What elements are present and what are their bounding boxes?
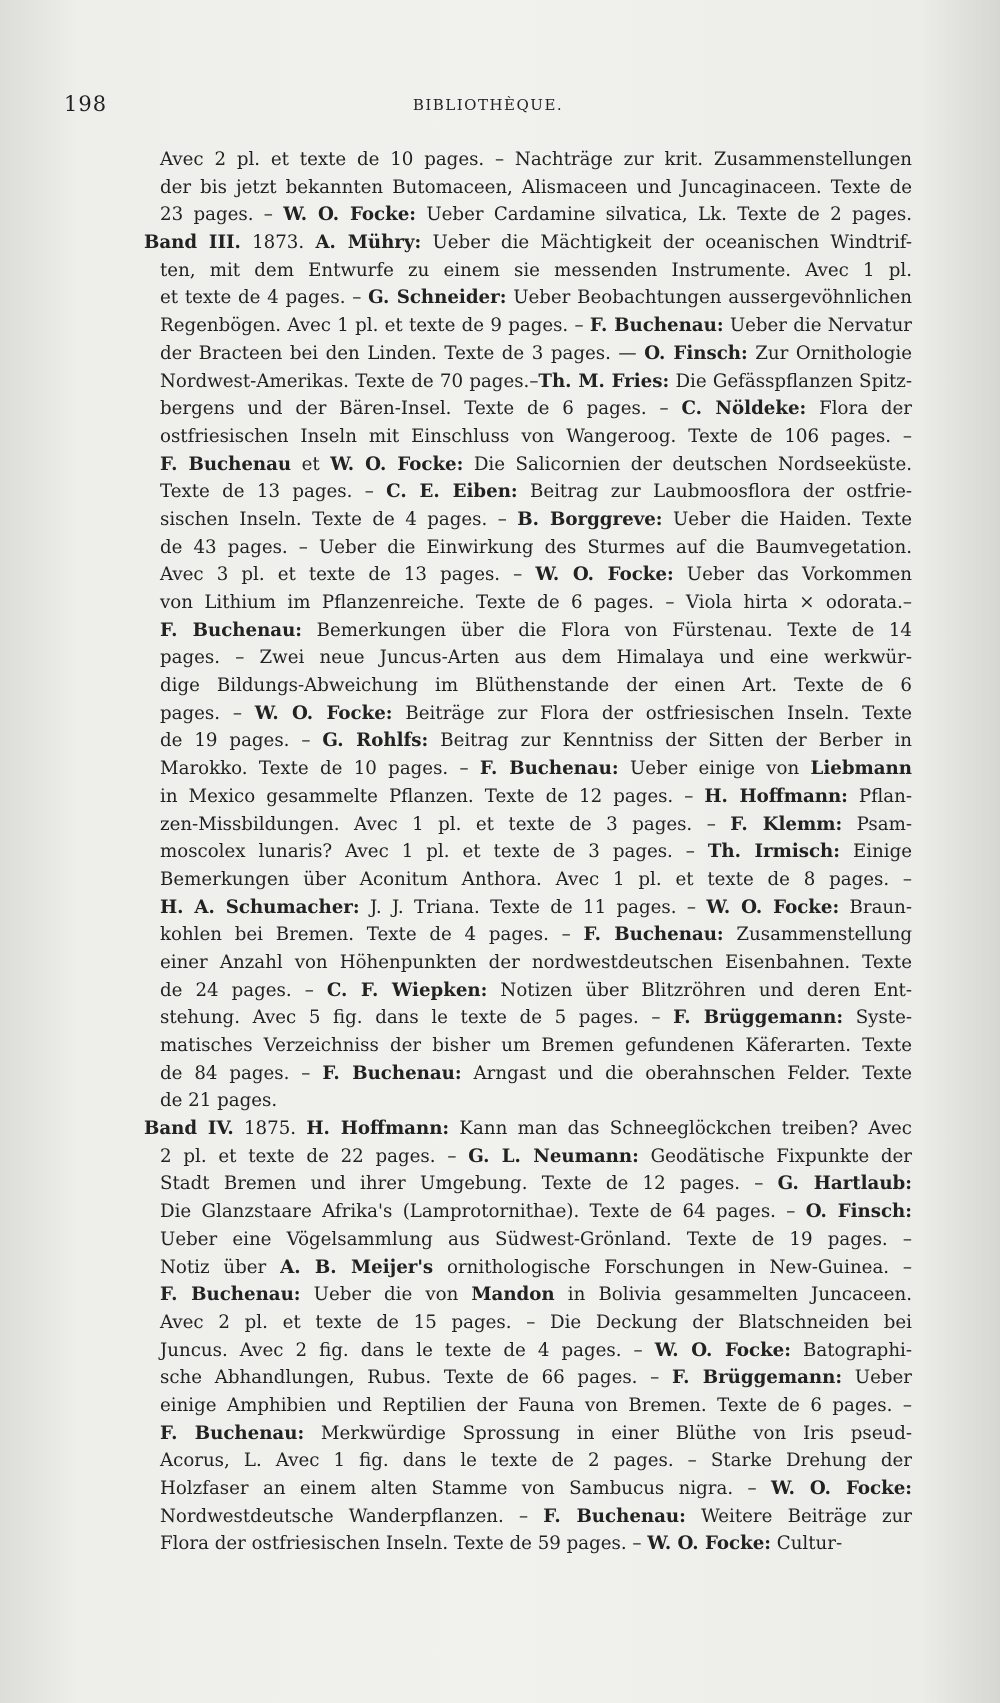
text-segment: Weitere Beiträge zur [685, 1505, 912, 1527]
text-line [160, 368, 912, 396]
text-segment: Texte de 13 pages. – [160, 481, 387, 503]
author-name: W. O. Focke: [647, 1533, 771, 1555]
text-segment: zen-Missbildungen. Avec 1 pl. et texte de 3 pages. – [160, 813, 731, 835]
text-segment: Bemerkungen über die Flora von Fürstenau. Texte de 14 [302, 619, 913, 641]
text-segment: Einige [840, 841, 913, 863]
author-name: H. A. Schumacher: [160, 896, 360, 918]
text-segment: Acorus, L. Avec 1 fig. dans le texte de 2 pages. – Starke Drehung der [160, 1450, 912, 1472]
text-segment: Ueber die Nervatur [723, 315, 912, 337]
text-segment: et [291, 453, 331, 475]
text-line [160, 451, 912, 479]
text-segment: Pflan- [847, 785, 912, 807]
text-segment: Psam- [842, 813, 912, 835]
text-segment: Flora der ostfriesischen Inseln. Texte de 59 pages. – [160, 1533, 648, 1555]
author-name: B. Borggreve: [517, 508, 663, 530]
author-name: Th. Irmisch: [707, 841, 840, 863]
author-name: W. O. Focke: [535, 564, 674, 586]
text-line [160, 1364, 912, 1392]
text-line [160, 174, 912, 202]
text-line [160, 257, 912, 285]
text-segment: von Lithium im Pflanzenreiche. Texte de 6 pages. – Viola hirta × odorata.– [160, 592, 912, 613]
text-line [160, 395, 912, 423]
text-segment: Avec 3 pl. et texte de 13 pages. – [160, 564, 536, 586]
text-line [160, 811, 912, 839]
text-segment: Ueber die von [300, 1284, 472, 1306]
text-segment: einige Amphibien und Reptilien der Fauna von Bremen. Texte de 6 pages. – [160, 1394, 912, 1416]
text-segment: J. J. Triana. Texte de 11 pages. – [359, 896, 707, 918]
text-line [160, 1087, 912, 1115]
text-line [160, 561, 912, 589]
author-name: W. O. Focke: [254, 702, 393, 724]
text-segment: ostfriesischen Inseln mit Einschluss von Wangeroog. Texte de 106 pages. – [160, 425, 912, 447]
text-line [160, 534, 912, 562]
text-line [160, 1309, 912, 1337]
author-name: Band IV. [144, 1118, 234, 1140]
text-segment: 1873. [240, 232, 316, 254]
text-line [160, 478, 912, 506]
text-line [160, 1337, 912, 1365]
text-line [160, 1420, 912, 1448]
author-name: Band III. [144, 232, 241, 254]
text-segment: 2 pl. et texte de 22 pages. – [160, 1145, 469, 1167]
text-segment: Nordwestdeutsche Wanderpflanzen. – [160, 1505, 544, 1527]
text-segment: de 24 pages. – [160, 979, 327, 1001]
author-name: W. O. Focke: [771, 1478, 912, 1499]
text-line [160, 1226, 912, 1254]
text-segment: in Mexico gesammelte Pflanzen. Texte de 12 pages. – [160, 785, 705, 807]
text-line [160, 589, 912, 617]
author-name: F. Brüggemann: [672, 1367, 843, 1389]
text-line [160, 312, 912, 340]
text-segment: Flora der [806, 398, 912, 420]
text-line [160, 1447, 912, 1475]
text-line [144, 1115, 912, 1143]
text-segment: kohlen bei Bremen. Texte de 4 pages. – [160, 924, 584, 946]
text-segment: Notizen über Blitzröhren und deren Ent- [487, 979, 913, 1001]
text-segment: Zur Ornithologie [747, 342, 912, 364]
text-line [160, 1503, 912, 1531]
text-segment: Syste- [843, 1007, 912, 1029]
text-segment: stehung. Avec 5 fig. dans le texte de 5 pages. – [160, 1007, 674, 1029]
text-segment: in Bolivia gesammelten Juncaceen. [554, 1284, 912, 1306]
author-name: C. F. Wiepken: [326, 979, 488, 1001]
text-line [160, 866, 912, 894]
text-line [160, 617, 912, 645]
text-segment: Batographi- [790, 1339, 912, 1361]
text-segment: 1875. [233, 1118, 307, 1140]
author-name: F. Buchenau: [160, 1284, 301, 1306]
text-segment: Geodätische Fixpunkte der [638, 1145, 913, 1167]
text-line [160, 1281, 912, 1309]
text-segment: sischen Inseln. Texte de 4 pages. – [160, 508, 518, 530]
author-name: F. Buchenau: [160, 619, 303, 641]
text-segment: Ueber eine Vögelsammlung aus Südwest-Grönland. Texte de 19 pages. – [160, 1228, 912, 1250]
text-segment: de 19 pages. – [160, 730, 323, 752]
text-segment: 23 pages. – [160, 204, 284, 226]
text-segment: pages. – Zwei neue Juncus-Arten aus dem Himalaya und eine werkwür- [160, 647, 912, 669]
author-name: C. Nöldeke: [681, 398, 807, 420]
text-line [160, 1004, 912, 1032]
author-name: G. Schneider: [368, 287, 507, 309]
text-line [160, 506, 912, 534]
text-line [160, 700, 912, 728]
text-segment: Ueber die Mächtigkeit der oceanischen Windtrif- [421, 232, 913, 254]
text-segment: Juncus. Avec 2 fig. dans le texte de 4 pages. – [160, 1339, 655, 1361]
text-line [160, 672, 912, 700]
author-name: F. Klemm: [730, 813, 843, 835]
text-segment: Arngast und die oberahnschen Felder. Texte [461, 1062, 913, 1084]
text-line [160, 1198, 912, 1226]
text-segment: de 84 pages. – [160, 1062, 323, 1084]
author-name: F. Buchenau: [322, 1062, 462, 1084]
running-title: BIBLIOTHÈQUE. [412, 96, 564, 114]
author-name: W. O. Focke: [706, 896, 840, 918]
text-segment: Beitrag zur Kenntniss der Sitten der Berber in [428, 730, 912, 752]
text-line [160, 1392, 912, 1420]
author-name: Th. M. Fries: [538, 370, 670, 392]
text-line [160, 894, 912, 922]
text-line [160, 146, 912, 174]
text-segment: Zusammenstellung [723, 924, 913, 946]
text-segment: pages. – [160, 702, 255, 724]
text-segment: Ueber [842, 1367, 912, 1389]
text-segment: de 21 pages. [160, 1090, 278, 1112]
text-segment: Ueber das Vorkommen [673, 564, 912, 586]
author-name: W. O. Focke: [283, 204, 417, 226]
text-line [160, 423, 912, 451]
text-segment: Cultur- [771, 1533, 843, 1555]
page-header [64, 92, 912, 122]
text-segment: Nordwest-Amerikas. Texte de 70 pages.– [160, 370, 539, 392]
author-name: C. E. Eiben: [386, 481, 518, 503]
text-segment: Ueber die Haiden. Texte [662, 508, 912, 530]
author-name: W. O. Focke: [654, 1339, 791, 1361]
author-name: Liebmann [810, 758, 913, 780]
author-name: Mandon [471, 1284, 555, 1306]
text-line [160, 340, 912, 368]
text-segment: Bemerkungen über Aconitum Anthora. Avec 1 pl. et texte de 8 pages. – [160, 868, 912, 890]
author-name: G. Hartlaub: [777, 1173, 912, 1195]
text-segment: Beiträge zur Flora der ostfriesischen Inseln. Texte [392, 702, 912, 724]
text-segment: Kann man das Schneeglöckchen treiben? Avec [449, 1118, 912, 1140]
text-line [160, 838, 912, 866]
author-name: F. Brüggemann: [673, 1007, 844, 1029]
author-name: O. Finsch: [805, 1201, 912, 1223]
text-line [160, 1060, 912, 1088]
text-line [160, 1032, 912, 1060]
text-segment: matisches Verzeichniss der bisher um Bremen gefundenen Käferarten. Texte [160, 1035, 912, 1056]
author-name: H. Hoffmann: [306, 1118, 450, 1140]
text-segment: Regenbögen. Avec 1 pl. et texte de 9 pages. – [160, 315, 590, 337]
author-name: F. Buchenau: [583, 924, 724, 946]
text-segment: Marokko. Texte de 10 pages. – [160, 758, 480, 780]
text-segment: Stadt Bremen und ihrer Umgebung. Texte de 12 pages. – [160, 1173, 778, 1195]
text-line [160, 1170, 912, 1198]
text-segment: Ueber Cardamine silvatica, Lk. Texte de 2 pages. [416, 204, 912, 226]
text-segment: Avec 2 pl. et texte de 15 pages. – Die Deckung der Blatschneiden bei [160, 1311, 912, 1333]
text-line [160, 201, 912, 229]
text-segment: Avec 2 pl. et texte de 10 pages. – Nachträge zur krit. Zusammenstellungen [160, 149, 912, 170]
author-name: G. Rohlfs: [322, 730, 429, 752]
text-segment: einer Anzahl von Höhenpunkten der nordwestdeutschen Eisenbahnen. Texte [160, 951, 912, 973]
text-line [160, 783, 912, 811]
text-segment: ornithologische Forschungen in New-Guinea. – [433, 1256, 913, 1278]
author-name: A. Mühry: [315, 232, 422, 254]
text-line [160, 921, 912, 949]
author-name: W. O. Focke: [330, 453, 464, 475]
text-line [160, 977, 912, 1005]
text-line [160, 284, 912, 312]
text-segment: ten, mit dem Entwurfe zu einem sie messenden Instrumente. Avec 1 pl. [160, 259, 912, 281]
text-line [160, 949, 912, 977]
text-segment: Die Glanzstaare Afrika's (Lamprotornithae). Texte de 64 pages. – [160, 1201, 806, 1223]
text-segment: der bis jetzt bekannten Butomaceen, Alismaceen und Juncaginaceen. Texte de [160, 176, 912, 198]
text-segment: dige Bildungs-Abweichung im Blüthenstande der einen Art. Texte de 6 [160, 675, 912, 697]
text-segment: Holzfaser an einem alten Stamme von Sambucus nigra. – [160, 1478, 772, 1499]
author-name: A. B. Meijer's [280, 1256, 434, 1278]
bibliography-text [144, 146, 913, 1558]
text-segment: Merkwürdige Sprossung in einer Blüthe von Iris pseud- [304, 1422, 912, 1444]
text-line [160, 644, 912, 672]
author-name: F. Buchenau: [479, 758, 619, 780]
text-segment: Beitrag zur Laubmoosflora der ostfrie- [517, 481, 912, 503]
text-line [160, 1530, 912, 1558]
text-segment: Die Gefässpflanzen Spitz- [669, 370, 912, 392]
text-line [144, 229, 912, 257]
text-segment: Notiz über [160, 1256, 281, 1278]
text-segment: der Bracteen bei den Linden. Texte de 3 pages. — [160, 342, 645, 364]
author-name: F. Buchenau: [160, 1422, 305, 1444]
text-segment: sche Abhandlungen, Rubus. Texte de 66 pages. – [160, 1367, 672, 1389]
author-name: F. Buchenau: [543, 1505, 686, 1527]
text-segment: et texte de 4 pages. – [160, 287, 369, 309]
text-line [160, 1143, 912, 1171]
text-segment: Braun- [839, 896, 912, 918]
author-name: G. L. Neumann: [468, 1145, 639, 1167]
text-line [160, 727, 912, 755]
page-number: 198 [64, 92, 108, 116]
text-line [160, 755, 912, 783]
author-name: H. Hoffmann: [704, 785, 848, 807]
author-name: F. Buchenau [160, 453, 292, 475]
text-segment: bergens und der Bären-Insel. Texte de 6 pages. – [160, 398, 682, 420]
text-segment: Ueber Beobachtungen aussergevöhnlichen [506, 287, 912, 309]
text-line [160, 1254, 912, 1282]
text-segment: Ueber einige von [618, 758, 811, 780]
text-line [160, 1475, 912, 1503]
text-segment: moscolex lunaris? Avec 1 pl. et texte de 3 pages. – [160, 841, 708, 863]
author-name: O. Finsch: [644, 342, 748, 364]
author-name: F. Buchenau: [589, 315, 724, 337]
text-segment: Die Salicornien der deutschen Nordseeküste. [463, 453, 912, 475]
text-segment: de 43 pages. – Ueber die Einwirkung des Sturmes auf die Baumvegetation. [160, 536, 912, 558]
